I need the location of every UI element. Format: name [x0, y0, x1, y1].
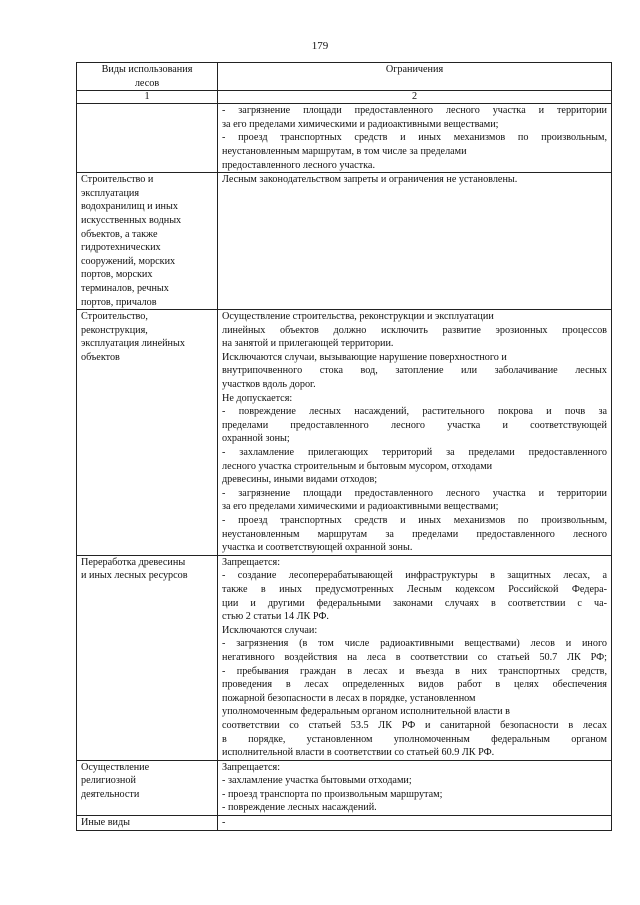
forest-use-type-cell	[77, 816, 218, 831]
restriction-line: за его пределами химическими и радиоактивными веществами;	[222, 118, 499, 130]
forest-use-type-line: Иные виды	[81, 817, 131, 829]
table-row	[77, 173, 612, 310]
restriction-line: линейных объектов должно исключить развитие эрозионных процессов	[222, 324, 607, 336]
restriction-line: - загрязнение площади предоставленного лесного участка и территории	[222, 105, 607, 117]
restriction-line: - повреждение лесных насаждений.	[222, 802, 377, 814]
restriction-line: -	[222, 817, 226, 829]
restriction-line: - создание лесоперерабатывающей инфраструктуры в защитных лесах, а	[222, 570, 607, 582]
column-number-1: 1	[77, 91, 218, 104]
table-row	[77, 104, 612, 173]
forest-use-type-line: религиозной	[81, 775, 136, 787]
page-number: 179	[311, 40, 329, 52]
forest-use-type-line: Осуществление	[81, 761, 150, 773]
forest-use-type-line: Строительство и	[81, 174, 154, 186]
restriction-line: негативного воздействия на леса в соответствии со статьей 50.7 ЛК РФ;	[222, 651, 607, 663]
table-row	[77, 760, 612, 815]
table-row	[77, 816, 612, 831]
restriction-line: неустановленным маршрутам, в том числе за пределами	[222, 145, 467, 157]
restriction-line: также в иных предусмотренных Лесным кодексом Российской Федера-	[222, 583, 607, 595]
restrictions-table	[76, 62, 612, 831]
restriction-line: Лесным законодательством запреты и ограничения не установлены.	[222, 174, 518, 186]
table-row	[77, 310, 612, 556]
forest-use-type-line: реконструкция,	[81, 324, 148, 336]
restriction-cell	[218, 310, 612, 556]
forest-use-type-line: портов, морских	[81, 269, 153, 281]
header-restrictions: Ограничения	[218, 63, 612, 91]
forest-use-type-line: портов, причалов	[81, 296, 157, 308]
restriction-line: пределами предоставленного лесного участка и соответствующей	[222, 419, 607, 431]
restriction-cell	[218, 173, 612, 310]
restriction-line: - проезд транспортных средств и иных механизмов по произвольным,	[222, 132, 607, 144]
restriction-line: ции и другими федеральными законами случаях в соответствии с ча-	[222, 597, 607, 609]
table-body	[77, 104, 612, 830]
restriction-line: Исключаются случаи, вызывающие нарушение поверхностного и	[222, 351, 507, 363]
forest-use-type-line: искусственных водных	[81, 214, 182, 226]
header-col1-line: лесов	[134, 77, 160, 89]
restriction-line: Запрещается:	[222, 556, 281, 568]
restriction-line: лесного участка строительным и бытовым мусором, отходами	[222, 460, 493, 472]
restriction-line: - проезд транспортных средств и иных механизмов по произвольным,	[222, 515, 607, 526]
forest-use-type-line: объектов	[81, 351, 120, 363]
forest-use-type-cell	[77, 555, 218, 760]
restriction-line: древесины, иными видами отходов;	[222, 474, 378, 486]
forest-use-type-line: эксплуатация линейных	[81, 338, 185, 350]
forest-use-type-cell	[77, 310, 218, 556]
restriction-line: проведения в лесах определенных видов работ в целях обеспечения	[222, 679, 607, 691]
restriction-line: стью 2 статьи 14 ЛК РФ.	[222, 611, 329, 623]
restriction-line: Осуществление строительства, реконструкции и эксплуатации	[222, 311, 494, 323]
restriction-cell	[218, 760, 612, 815]
restriction-line: - захламление прилегающих территорий за пределами предоставленного	[222, 447, 607, 459]
restriction-line: - повреждение лесных насаждений, растительного покрова и почв за	[222, 406, 607, 418]
restriction-cell	[218, 104, 612, 173]
restriction-cell	[218, 555, 612, 760]
forest-use-type-line: эксплуатация	[81, 187, 140, 199]
column-number-2: 2	[218, 91, 612, 104]
header-col1-line: Виды использования	[101, 64, 193, 75]
forest-use-type-line: объектов, а также	[81, 228, 158, 240]
restriction-line: охранной зоны;	[222, 433, 290, 445]
table-header-row	[77, 63, 612, 91]
restriction-line: участков вдоль дорог.	[222, 379, 316, 391]
restriction-line: на занятой и прилегающей территории.	[222, 338, 394, 350]
forest-use-type-cell	[77, 104, 218, 173]
restriction-line: - захламление участка бытовыми отходами;	[222, 775, 412, 787]
table-column-number-row	[77, 91, 612, 104]
restriction-line: Запрещается:	[222, 761, 281, 773]
restriction-line: Исключаются случаи:	[222, 624, 318, 636]
header-forest-use-types	[77, 63, 218, 91]
forest-use-type-cell	[77, 173, 218, 310]
restriction-line: - загрязнение площади предоставленного лесного участка и территории	[222, 487, 607, 499]
restriction-cell	[218, 816, 612, 831]
restriction-line: - проезд транспорта по произвольным маршрутам;	[222, 788, 443, 800]
forest-use-type-line: и иных лесных ресурсов	[81, 570, 188, 582]
restriction-line: пожарной безопасности в лесах в порядке, установленном	[222, 692, 476, 704]
restriction-line: - загрязнения (в том числе радиоактивными веществами) лесов и иного	[222, 638, 607, 650]
restriction-line: уполномоченным федеральным органом исполнительной власти в	[222, 706, 510, 718]
restriction-line: соответствии со статьей 53.5 ЛК РФ и санитарной безопасности в лесах	[222, 719, 607, 731]
restriction-line: - пребывания граждан в лесах и въезда в них транспортных средств,	[222, 665, 607, 677]
restriction-line: предоставленного лесного участка.	[222, 159, 375, 171]
forest-use-type-line: Переработка древесины	[81, 556, 186, 568]
forest-use-type-line: сооружений, морских	[81, 255, 176, 267]
restriction-line: в порядке, установленном уполномоченным федеральным органом	[222, 733, 607, 745]
forest-use-type-line: водохранилищ и иных	[81, 201, 178, 213]
restriction-line: неустановленным маршрутам за пределами предоставленного лесного	[222, 528, 607, 540]
forest-use-type-cell	[77, 760, 218, 815]
forest-use-type-line: деятельности	[81, 788, 140, 800]
forest-use-type-line: терминалов, речных	[81, 282, 169, 294]
restriction-line: за его пределами химическими и радиоактивными веществами;	[222, 501, 499, 513]
forest-use-type-line: Строительство,	[81, 311, 148, 323]
restriction-line: внутрипочвенного стока вод, затопление или заболачивание лесных	[222, 365, 607, 377]
restriction-line: участка и соответствующей охранной зоны.	[222, 542, 413, 554]
table-row	[77, 555, 612, 760]
forest-use-type-line: гидротехнических	[81, 242, 161, 254]
restriction-line: Не допускается:	[222, 392, 293, 404]
restriction-line: исполнительной власти в соответствии со статьей 60.9 ЛК РФ.	[222, 747, 495, 759]
